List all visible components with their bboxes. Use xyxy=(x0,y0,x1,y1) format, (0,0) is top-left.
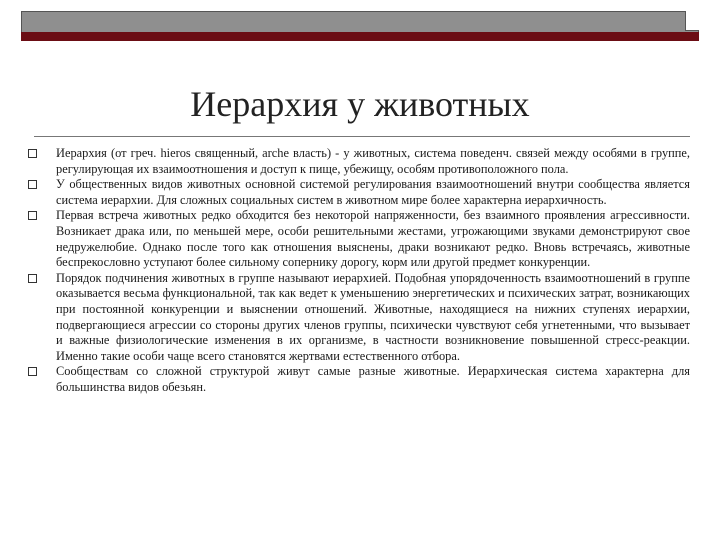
list-item xyxy=(28,271,690,365)
square-bullet-icon xyxy=(28,367,37,376)
list-item xyxy=(28,177,690,208)
bullet-text: Порядок подчинения животных в группе называют иерархией. Подобная упорядоченность взаимоотношений в группе оказывается весьма функциональной, так как ведет к уменьшению энергетических и психических затрат, возникающих при постоянной конкуренции и выяснении отношений. Животные, находящиеся на нижних ступенях иерархии, подвергающиеся агрессии со стороны других членов группы, психически чувствуют себя угнетенными, что вызывает и важные физиологические изменения в их организме, в частности возникновение повышенной стресс-реакции. Именно такие особи чаще всего становятся жертвами естественного отбора. xyxy=(56,270,690,363)
square-bullet-icon xyxy=(28,149,37,158)
slide-title: Иерархия у животных xyxy=(190,84,530,124)
bullet-text: Иерархия (от греч. hieros священный, arche власть) - у животных, система поведенч. связей между особями в группе, регулирующая их взаимоотношения и доступ к пище, убежищу, особям противоположного пола. xyxy=(56,146,690,176)
title-divider xyxy=(34,136,690,137)
list-item xyxy=(28,208,690,270)
bullet-text: Сообществам со сложной структурой живут самые разные животные. Иерархическая система характерна для большинства видов обезьян. xyxy=(56,364,690,394)
square-bullet-icon xyxy=(28,211,37,220)
corner-square-decoration xyxy=(685,11,699,31)
bullet-list xyxy=(28,146,690,396)
bullet-text: У общественных видов животных основной системой регулирования взаимоотношений внутри сообщества является система иерархии. Для сложных социальных систем в животном мире более характерна иерархичность. xyxy=(56,177,690,207)
list-item xyxy=(28,146,690,177)
header-accent-bar xyxy=(21,32,699,41)
list-item xyxy=(28,364,690,395)
bullet-text: Первая встреча животных редко обходится без некоторой напряженности, без взаимного проявления агрессивности. Возникает драка или, по меньшей мере, особи решительными жестами, угрожающими звуками демонстрируют свое недружелюбие. Однако после того как отношения выяснены, драки возникают редко. Вновь встречаясь, животные беспрекословно уступают более сильному сопернику дорогу, корм или другой предмет конкуренции. xyxy=(56,208,690,270)
square-bullet-icon xyxy=(28,180,37,189)
square-bullet-icon xyxy=(28,274,37,283)
